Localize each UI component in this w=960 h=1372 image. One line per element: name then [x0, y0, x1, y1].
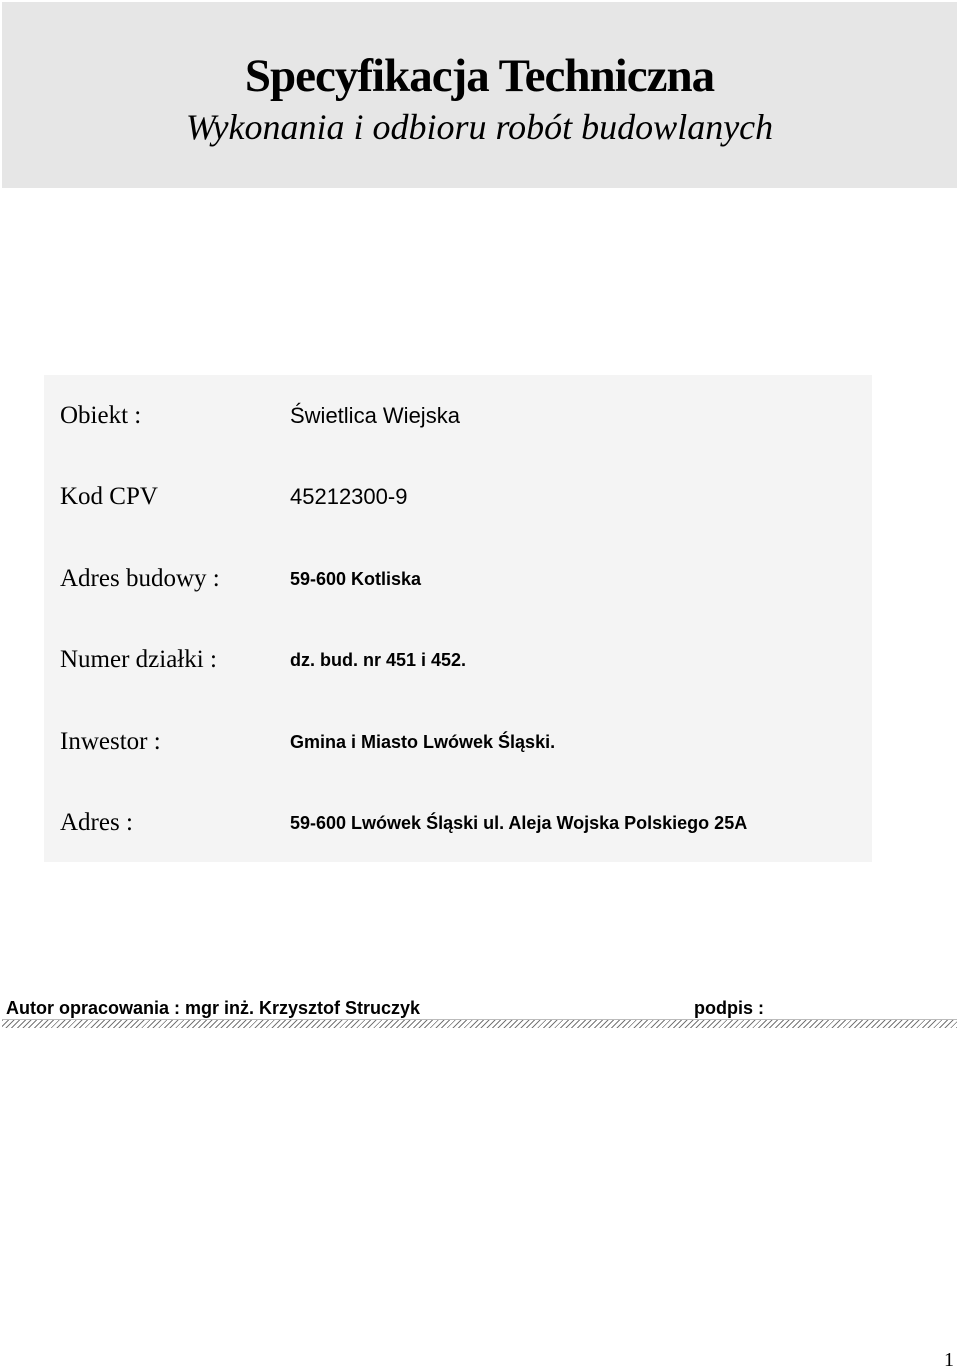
info-label-investor: Inwestor : — [60, 728, 161, 755]
info-value-plot-number: dz. bud. nr 451 i 452. — [290, 650, 467, 670]
project-info-panel — [44, 375, 872, 862]
info-label-object: Obiekt : — [60, 402, 142, 429]
info-value-site-address: 59-600 Kotliska — [290, 569, 422, 589]
info-label-cpv: Kod CPV — [60, 483, 158, 510]
info-value-object: Świetlica Wiejska — [290, 403, 460, 428]
decorative-hatch-divider — [2, 1019, 957, 1028]
page-number: 1 — [944, 1349, 954, 1371]
info-row-object — [44, 396, 872, 436]
info-row-investor — [44, 722, 872, 762]
title-block — [2, 2, 957, 188]
document-title: Specyfikacja Techniczna — [244, 50, 715, 102]
author-line: Autor opracowania : mgr inż. Krzysztof Struczyk — [6, 998, 421, 1018]
info-row-cpv — [44, 477, 872, 517]
info-value-cpv: 45212300-9 — [290, 484, 408, 509]
info-label-site-address: Adres budowy : — [60, 565, 220, 592]
info-value-investor-address: 59-600 Lwówek Śląski ul. Aleja Wojska Polskiego 25A — [290, 813, 748, 833]
info-row-investor-address — [44, 803, 872, 843]
info-label-investor-address: Adres : — [60, 809, 133, 836]
info-label-plot-number: Numer działki : — [60, 646, 217, 673]
signature-label: podpis : — [694, 998, 764, 1018]
document-subtitle: Wykonania i odbioru robót budowlanych — [185, 107, 774, 147]
info-row-site-address — [44, 559, 872, 599]
info-row-plot-number — [44, 640, 872, 680]
info-value-investor: Gmina i Miasto Lwówek Śląski. — [290, 732, 556, 752]
